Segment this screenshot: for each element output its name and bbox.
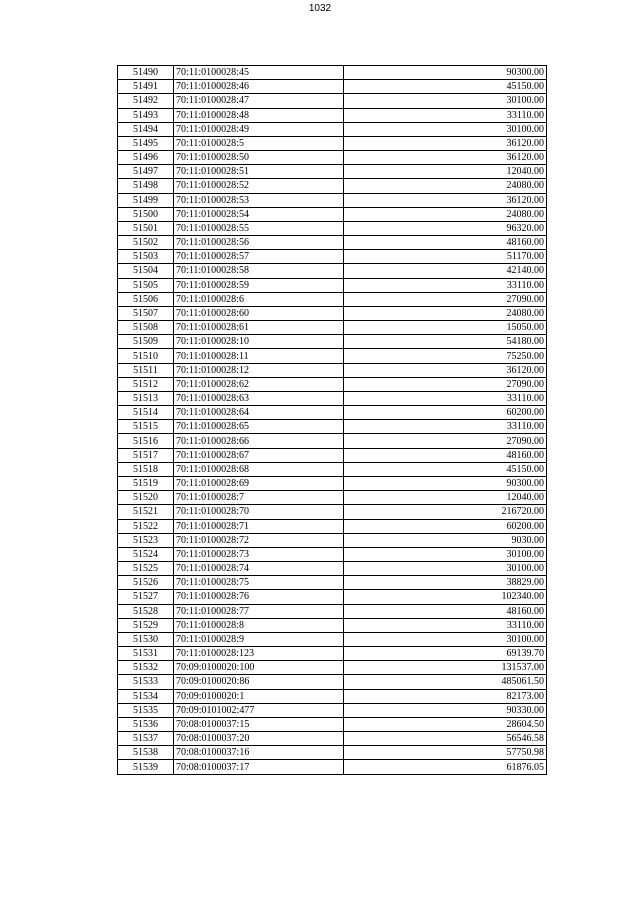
table-row: [118, 732, 547, 746]
table-row: [118, 618, 547, 632]
table-row: [118, 590, 547, 604]
row-number-cell: 51530: [118, 632, 174, 646]
cadastral-number-cell: 70:11:0100028:69: [174, 476, 344, 490]
value-cell: 131537.00: [344, 661, 547, 675]
table-row: [118, 363, 547, 377]
cadastral-number-cell: 70:11:0100028:11: [174, 349, 344, 363]
value-cell: 60200.00: [344, 406, 547, 420]
value-cell: 54180.00: [344, 335, 547, 349]
row-number-cell: 51491: [118, 80, 174, 94]
cadastral-number-cell: 70:11:0100028:57: [174, 250, 344, 264]
table-row: [118, 165, 547, 179]
cadastral-number-cell: 70:11:0100028:6: [174, 292, 344, 306]
table-row: [118, 448, 547, 462]
cadastral-number-cell: 70:11:0100028:51: [174, 165, 344, 179]
value-cell: 60200.00: [344, 519, 547, 533]
cadastral-number-cell: 70:11:0100028:63: [174, 391, 344, 405]
cadastral-number-cell: 70:11:0100028:68: [174, 462, 344, 476]
table-row: [118, 179, 547, 193]
cadastral-number-cell: 70:11:0100028:10: [174, 335, 344, 349]
cadastral-number-cell: 70:11:0100028:47: [174, 94, 344, 108]
cadastral-number-cell: 70:11:0100028:64: [174, 406, 344, 420]
cadastral-number-cell: 70:11:0100028:8: [174, 618, 344, 632]
value-cell: 216720.00: [344, 505, 547, 519]
value-cell: 96320.00: [344, 221, 547, 235]
cadastral-number-cell: 70:11:0100028:50: [174, 151, 344, 165]
value-cell: 24080.00: [344, 306, 547, 320]
row-number-cell: 51496: [118, 151, 174, 165]
row-number-cell: 51498: [118, 179, 174, 193]
row-number-cell: 51537: [118, 732, 174, 746]
value-cell: 33110.00: [344, 420, 547, 434]
cadastral-number-cell: 70:11:0100028:73: [174, 547, 344, 561]
cadastral-number-cell: 70:11:0100028:53: [174, 193, 344, 207]
table-row: [118, 108, 547, 122]
value-cell: 36120.00: [344, 193, 547, 207]
cadastral-number-cell: 70:09:0101002:477: [174, 703, 344, 717]
row-number-cell: 51502: [118, 236, 174, 250]
table-row: [118, 760, 547, 774]
cadastral-number-cell: 70:11:0100028:67: [174, 448, 344, 462]
row-number-cell: 51495: [118, 136, 174, 150]
value-cell: 33110.00: [344, 391, 547, 405]
table-row: [118, 306, 547, 320]
table-row: [118, 321, 547, 335]
table-row: [118, 80, 547, 94]
cadastral-number-cell: 70:11:0100028:59: [174, 278, 344, 292]
cadastral-number-cell: 70:08:0100037:15: [174, 717, 344, 731]
row-number-cell: 51515: [118, 420, 174, 434]
value-cell: 36120.00: [344, 363, 547, 377]
table-row: [118, 136, 547, 150]
value-cell: 27090.00: [344, 434, 547, 448]
table-row: [118, 547, 547, 561]
row-number-cell: 51490: [118, 66, 174, 80]
row-number-cell: 51499: [118, 193, 174, 207]
value-cell: 30100.00: [344, 632, 547, 646]
table-row: [118, 250, 547, 264]
value-cell: 48160.00: [344, 448, 547, 462]
row-number-cell: 51509: [118, 335, 174, 349]
cadastral-number-cell: 70:11:0100028:66: [174, 434, 344, 448]
row-number-cell: 51503: [118, 250, 174, 264]
table-row: [118, 207, 547, 221]
value-cell: 30100.00: [344, 547, 547, 561]
table-row: [118, 562, 547, 576]
row-number-cell: 51514: [118, 406, 174, 420]
cadastral-number-cell: 70:08:0100037:20: [174, 732, 344, 746]
row-number-cell: 51521: [118, 505, 174, 519]
value-cell: 27090.00: [344, 377, 547, 391]
cadastral-number-cell: 70:11:0100028:52: [174, 179, 344, 193]
table-row: [118, 420, 547, 434]
value-cell: 24080.00: [344, 179, 547, 193]
table-row: [118, 476, 547, 490]
table-row: [118, 689, 547, 703]
value-cell: 30100.00: [344, 562, 547, 576]
row-number-cell: 51527: [118, 590, 174, 604]
cadastral-number-cell: 70:11:0100028:48: [174, 108, 344, 122]
value-cell: 38829.00: [344, 576, 547, 590]
value-cell: 28604.50: [344, 717, 547, 731]
value-cell: 36120.00: [344, 151, 547, 165]
row-number-cell: 51500: [118, 207, 174, 221]
row-number-cell: 51511: [118, 363, 174, 377]
cadastral-number-cell: 70:11:0100028:76: [174, 590, 344, 604]
row-number-cell: 51512: [118, 377, 174, 391]
cadastral-number-cell: 70:11:0100028:71: [174, 519, 344, 533]
value-cell: 12040.00: [344, 165, 547, 179]
table-row: [118, 122, 547, 136]
table-row: [118, 391, 547, 405]
value-cell: 27090.00: [344, 292, 547, 306]
table-row: [118, 66, 547, 80]
table-row: [118, 406, 547, 420]
value-cell: 24080.00: [344, 207, 547, 221]
value-cell: 485061.50: [344, 675, 547, 689]
page-number: 1032: [308, 3, 332, 14]
table-row: [118, 632, 547, 646]
row-number-cell: 51504: [118, 264, 174, 278]
registry-table: [117, 65, 547, 775]
value-cell: 90300.00: [344, 476, 547, 490]
value-cell: 15050.00: [344, 321, 547, 335]
cadastral-number-cell: 70:11:0100028:46: [174, 80, 344, 94]
cadastral-number-cell: 70:11:0100028:62: [174, 377, 344, 391]
cadastral-number-cell: 70:11:0100028:123: [174, 647, 344, 661]
table-row: [118, 604, 547, 618]
value-cell: 30100.00: [344, 122, 547, 136]
value-cell: 42140.00: [344, 264, 547, 278]
value-cell: 45150.00: [344, 80, 547, 94]
cadastral-number-cell: 70:11:0100028:65: [174, 420, 344, 434]
value-cell: 45150.00: [344, 462, 547, 476]
row-number-cell: 51507: [118, 306, 174, 320]
cadastral-number-cell: 70:09:0100020:86: [174, 675, 344, 689]
table-row: [118, 335, 547, 349]
cadastral-number-cell: 70:11:0100028:7: [174, 491, 344, 505]
value-cell: 90330.00: [344, 703, 547, 717]
row-number-cell: 51518: [118, 462, 174, 476]
row-number-cell: 51524: [118, 547, 174, 561]
row-number-cell: 51533: [118, 675, 174, 689]
table-row: [118, 349, 547, 363]
cadastral-number-cell: 70:11:0100028:49: [174, 122, 344, 136]
value-cell: 57750.98: [344, 746, 547, 760]
value-cell: 82173.00: [344, 689, 547, 703]
row-number-cell: 51508: [118, 321, 174, 335]
row-number-cell: 51517: [118, 448, 174, 462]
row-number-cell: 51501: [118, 221, 174, 235]
cadastral-number-cell: 70:11:0100028:5: [174, 136, 344, 150]
row-number-cell: 51526: [118, 576, 174, 590]
cadastral-number-cell: 70:11:0100028:12: [174, 363, 344, 377]
row-number-cell: 51505: [118, 278, 174, 292]
row-number-cell: 51538: [118, 746, 174, 760]
value-cell: 33110.00: [344, 108, 547, 122]
cadastral-number-cell: 70:11:0100028:72: [174, 533, 344, 547]
value-cell: 102340.00: [344, 590, 547, 604]
row-number-cell: 51493: [118, 108, 174, 122]
cadastral-number-cell: 70:11:0100028:56: [174, 236, 344, 250]
table-row: [118, 746, 547, 760]
table-row: [118, 221, 547, 235]
table-row: [118, 377, 547, 391]
row-number-cell: 51534: [118, 689, 174, 703]
table-row: [118, 94, 547, 108]
row-number-cell: 51492: [118, 94, 174, 108]
value-cell: 33110.00: [344, 618, 547, 632]
cadastral-number-cell: 70:11:0100028:9: [174, 632, 344, 646]
table-row: [118, 576, 547, 590]
cadastral-number-cell: 70:11:0100028:60: [174, 306, 344, 320]
value-cell: 36120.00: [344, 136, 547, 150]
value-cell: 61876.05: [344, 760, 547, 774]
value-cell: 12040.00: [344, 491, 547, 505]
cadastral-number-cell: 70:11:0100028:77: [174, 604, 344, 618]
cadastral-number-cell: 70:08:0100037:17: [174, 760, 344, 774]
row-number-cell: 51494: [118, 122, 174, 136]
table-row: [118, 703, 547, 717]
value-cell: 56546.58: [344, 732, 547, 746]
row-number-cell: 51513: [118, 391, 174, 405]
row-number-cell: 51528: [118, 604, 174, 618]
table-row: [118, 462, 547, 476]
row-number-cell: 51532: [118, 661, 174, 675]
table-row: [118, 434, 547, 448]
value-cell: 75250.00: [344, 349, 547, 363]
row-number-cell: 51506: [118, 292, 174, 306]
cadastral-number-cell: 70:11:0100028:74: [174, 562, 344, 576]
value-cell: 69139.70: [344, 647, 547, 661]
cadastral-number-cell: 70:11:0100028:45: [174, 66, 344, 80]
table-row: [118, 278, 547, 292]
row-number-cell: 51516: [118, 434, 174, 448]
table-row: [118, 264, 547, 278]
cadastral-number-cell: 70:09:0100020:100: [174, 661, 344, 675]
row-number-cell: 51497: [118, 165, 174, 179]
cadastral-number-cell: 70:08:0100037:16: [174, 746, 344, 760]
row-number-cell: 51519: [118, 476, 174, 490]
table-row: [118, 661, 547, 675]
table-row: [118, 717, 547, 731]
row-number-cell: 51529: [118, 618, 174, 632]
cadastral-number-cell: 70:11:0100028:54: [174, 207, 344, 221]
cadastral-number-cell: 70:09:0100020:1: [174, 689, 344, 703]
row-number-cell: 51535: [118, 703, 174, 717]
table-row: [118, 236, 547, 250]
value-cell: 48160.00: [344, 236, 547, 250]
row-number-cell: 51510: [118, 349, 174, 363]
cadastral-number-cell: 70:11:0100028:58: [174, 264, 344, 278]
table-row: [118, 151, 547, 165]
table-row: [118, 647, 547, 661]
table-row: [118, 533, 547, 547]
value-cell: 51170.00: [344, 250, 547, 264]
table-row: [118, 292, 547, 306]
value-cell: 90300.00: [344, 66, 547, 80]
value-cell: 9030.00: [344, 533, 547, 547]
cadastral-number-cell: 70:11:0100028:61: [174, 321, 344, 335]
registry-table-body: [118, 66, 547, 775]
row-number-cell: 51539: [118, 760, 174, 774]
table-row: [118, 519, 547, 533]
cadastral-number-cell: 70:11:0100028:75: [174, 576, 344, 590]
row-number-cell: 51525: [118, 562, 174, 576]
row-number-cell: 51523: [118, 533, 174, 547]
row-number-cell: 51536: [118, 717, 174, 731]
cadastral-number-cell: 70:11:0100028:55: [174, 221, 344, 235]
value-cell: 30100.00: [344, 94, 547, 108]
table-row: [118, 675, 547, 689]
table-row: [118, 491, 547, 505]
value-cell: 33110.00: [344, 278, 547, 292]
table-row: [118, 505, 547, 519]
row-number-cell: 51531: [118, 647, 174, 661]
table-row: [118, 193, 547, 207]
cadastral-number-cell: 70:11:0100028:70: [174, 505, 344, 519]
row-number-cell: 51522: [118, 519, 174, 533]
row-number-cell: 51520: [118, 491, 174, 505]
value-cell: 48160.00: [344, 604, 547, 618]
